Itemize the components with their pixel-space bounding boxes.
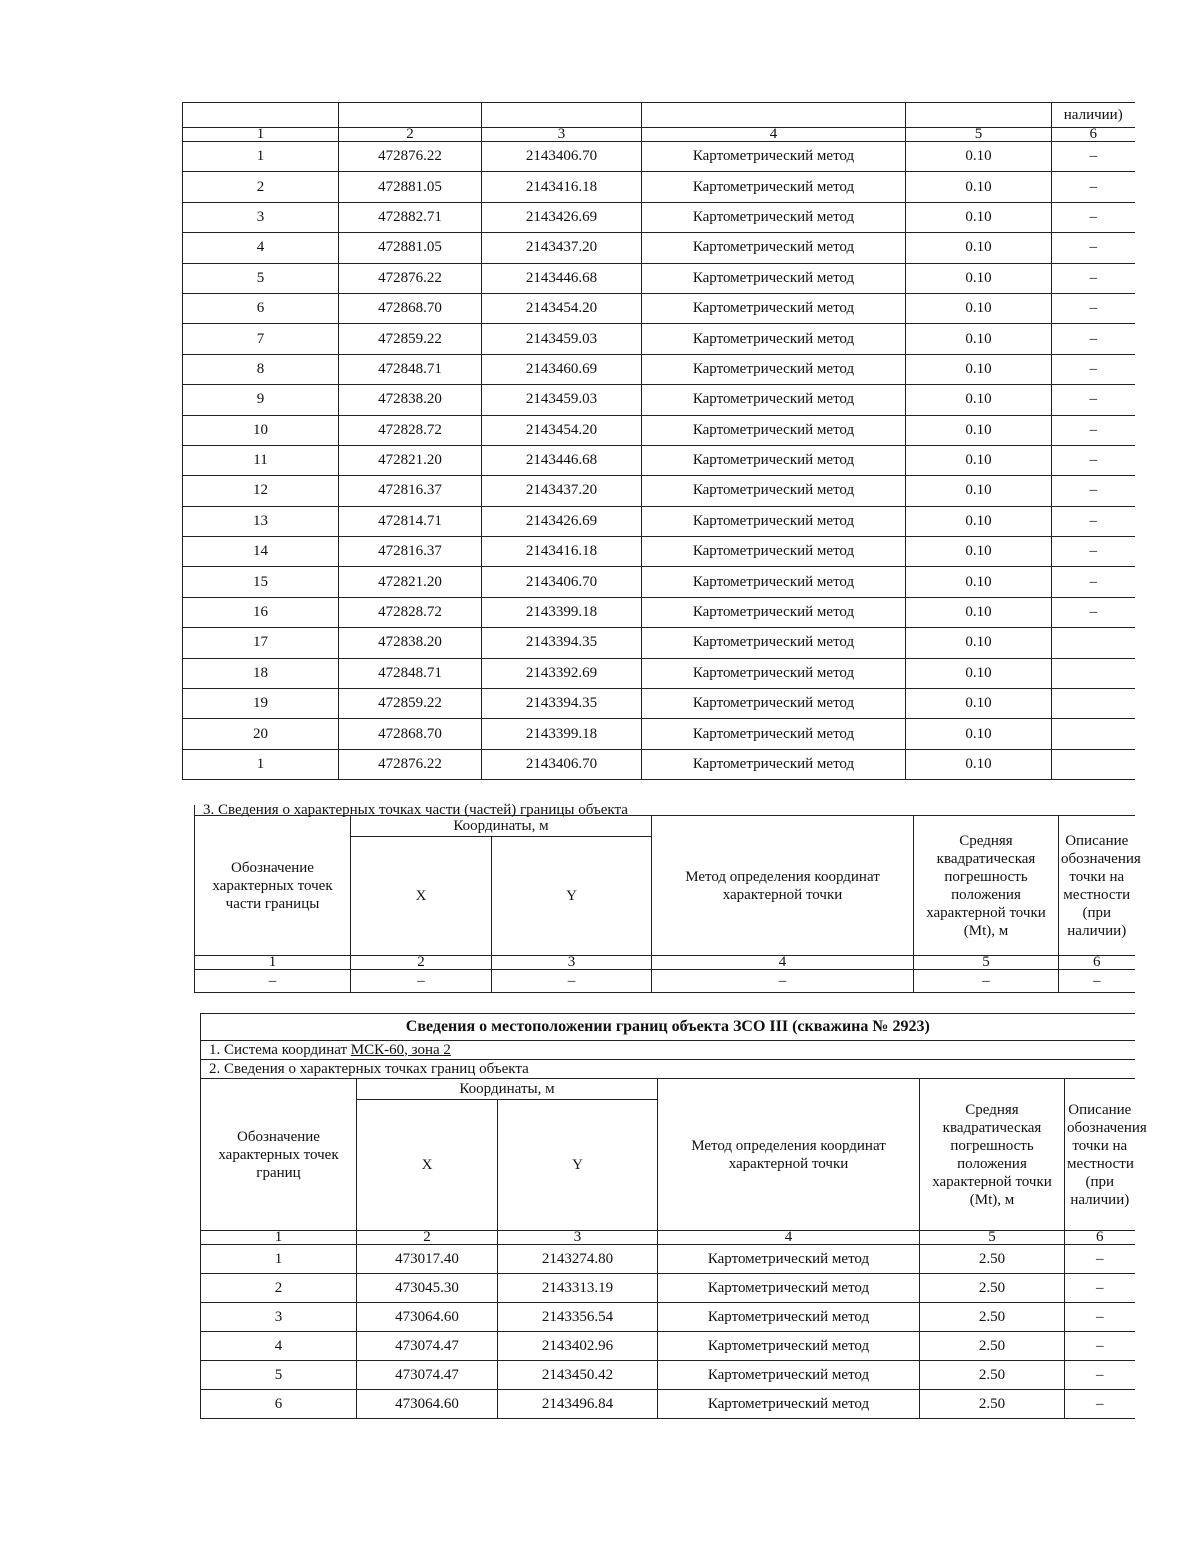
zso-heading: Сведения о местоположении границ объекта ЗСО III (скважина № 2923) [201,1014,1135,1041]
table-row [183,293,1135,323]
table-cell: 20 [183,719,339,749]
table-cell: – [1065,1332,1135,1361]
table-row [183,506,1135,536]
table-cell: 5 [183,263,339,293]
coord-system: 1. Система координат МСК-60, зона 2 [201,1041,1135,1060]
points-title: 2. Сведения о характерных точках границ объекта [201,1060,1135,1079]
table-cell: 4 [201,1332,357,1361]
header-fragment: наличии) [1052,103,1135,128]
table-cell: 2143446.68 [482,263,642,293]
table-row [201,1361,1135,1390]
table-cell [1052,719,1135,749]
table-cell: Картометрический метод [642,142,906,172]
table-cell: 472859.22 [339,324,482,354]
table-row [183,415,1135,445]
column-number: 4 [642,128,906,142]
column-number: 2 [339,128,482,142]
table-cell: Картометрический метод [642,415,906,445]
error-header: Средняя квадратическая погрешность положения характерной точки (Mt), м [920,1079,1065,1231]
table-cell: 2 [201,1274,357,1303]
table-cell: 472828.72 [339,415,482,445]
table-cell: Картометрический метод [642,628,906,658]
coords-header-row [201,1079,1135,1100]
table-cell: – [1065,1245,1135,1274]
x-header: X [351,837,492,956]
table-cell: Картометрический метод [642,233,906,263]
table-cell [1052,658,1135,688]
method-header: Метод определения координат характерной точки [658,1079,920,1231]
table-row [183,719,1135,749]
table-cell: Картометрический метод [642,445,906,475]
boundary-points-body [183,142,1135,780]
table-cell: 9 [183,385,339,415]
column-number: 5 [914,956,1059,970]
table-cell: – [1052,202,1135,232]
table-cell: 2143274.80 [498,1245,658,1274]
boundary-points-table [182,102,1135,780]
coords-header: Координаты, м [357,1079,658,1100]
table-cell: 5 [201,1361,357,1390]
table-row [201,1245,1135,1274]
table-cell: 3 [201,1303,357,1332]
table-cell: Картометрический метод [642,506,906,536]
column-number: 5 [920,1231,1065,1245]
table-cell: – [1052,445,1135,475]
table-row [183,233,1135,263]
table-cell: 2143416.18 [482,172,642,202]
designation-header: Обозначение характерных точек части границы [195,816,351,956]
table-row [201,1332,1135,1361]
table-cell: 0.10 [906,233,1052,263]
table-row [183,142,1135,172]
table-cell: 472876.22 [339,142,482,172]
table-cell: 16 [183,597,339,627]
table-cell: 2143454.20 [482,293,642,323]
table-cell: 473017.40 [357,1245,498,1274]
table-cell: 2143460.69 [482,354,642,384]
table-cell: 2143496.84 [498,1390,658,1419]
table-cell: Картометрический метод [642,354,906,384]
table-cell: 2.50 [920,1303,1065,1332]
table-cell: – [1059,970,1135,993]
table-cell: 2143402.96 [498,1332,658,1361]
table-row [183,324,1135,354]
column-number-row [201,1231,1135,1245]
table-cell: 473074.47 [357,1361,498,1390]
table-cell: 0.10 [906,202,1052,232]
section-title-row [195,805,1135,816]
table-cell: 1 [183,142,339,172]
table-cell: 2143313.19 [498,1274,658,1303]
table-cell: – [652,970,914,993]
column-number: 2 [357,1231,498,1245]
table-row [183,628,1135,658]
table-cell: 17 [183,628,339,658]
table-cell: 472876.22 [339,749,482,779]
table-cell: 472816.37 [339,537,482,567]
table-cell: Картометрический метод [658,1390,920,1419]
table-cell: – [1052,354,1135,384]
table-cell: 0.10 [906,415,1052,445]
table-cell: Картометрический метод [642,263,906,293]
table-row [183,202,1135,232]
table-cell: 472876.22 [339,263,482,293]
table-cell: 2143406.70 [482,567,642,597]
table-cell: Картометрический метод [642,719,906,749]
table-cell: 472838.20 [339,628,482,658]
table-cell: 0.10 [906,597,1052,627]
table-cell: Картометрический метод [642,749,906,779]
table-cell: 2.50 [920,1274,1065,1303]
table-row [201,1303,1135,1332]
table-cell: 2143406.70 [482,749,642,779]
table-cell [1052,689,1135,719]
header-fragment-row [183,103,1135,128]
column-number: 3 [482,128,642,142]
table-cell: 0.10 [906,658,1052,688]
table-cell: – [492,970,652,993]
table-cell: 472859.22 [339,689,482,719]
table-cell: Картометрический метод [642,293,906,323]
method-header: Метод определения координат характерной точки [652,816,914,956]
table-cell: 472882.71 [339,202,482,232]
table-cell: Картометрический метод [658,1361,920,1390]
table-cell: 472814.71 [339,506,482,536]
table-cell [1052,628,1135,658]
table-cell: 2143406.70 [482,142,642,172]
table-cell: – [195,970,351,993]
table-row [183,567,1135,597]
table-cell: – [1052,233,1135,263]
table-cell: 7 [183,324,339,354]
zso-heading-row [201,1014,1135,1041]
table-cell: 0.10 [906,537,1052,567]
table-cell: – [1052,415,1135,445]
column-number: 2 [351,956,492,970]
table-cell: 472881.05 [339,233,482,263]
column-number-row [183,128,1135,142]
table-row [183,689,1135,719]
table-cell: 3 [183,202,339,232]
table-cell: 472821.20 [339,445,482,475]
table-cell: Картометрический метод [642,597,906,627]
table-cell: 2143399.18 [482,597,642,627]
table-cell: 2143392.69 [482,658,642,688]
table-row [183,263,1135,293]
x-header: X [357,1100,498,1231]
table-cell: 4 [183,233,339,263]
table-cell: – [1052,172,1135,202]
table-cell: 472838.20 [339,385,482,415]
designation-header: Обозначение характерных точек границ [201,1079,357,1231]
table-cell: 2.50 [920,1332,1065,1361]
table-cell: Картометрический метод [642,202,906,232]
table-cell: 2143399.18 [482,719,642,749]
table-cell: 2143394.35 [482,628,642,658]
table-cell: – [351,970,492,993]
table-cell: 473074.47 [357,1332,498,1361]
table-cell: Картометрический метод [642,172,906,202]
table-cell: – [1052,506,1135,536]
section-title: 3. Сведения о характерных точках части (частей) границы объекта [195,805,1135,816]
table-row [183,385,1135,415]
table-cell: Картометрический метод [658,1245,920,1274]
table-cell: 0.10 [906,506,1052,536]
table-cell: Картометрический метод [642,385,906,415]
part-boundary-table [194,802,1141,993]
table-cell: 2143416.18 [482,537,642,567]
table-row [183,172,1135,202]
table-cell: 15 [183,567,339,597]
table-cell: 472868.70 [339,293,482,323]
table-cell: 0.10 [906,476,1052,506]
table-cell: Картометрический метод [642,658,906,688]
table-cell: – [1065,1390,1135,1419]
table-cell: 19 [183,689,339,719]
table-cell: – [1052,385,1135,415]
table-cell: 0.10 [906,263,1052,293]
table-cell: 1 [183,749,339,779]
table-cell: 0.10 [906,445,1052,475]
table-cell: 10 [183,415,339,445]
table-cell: 472881.05 [339,172,482,202]
table-cell: Картометрический метод [658,1274,920,1303]
table-cell: 1 [201,1245,357,1274]
table-cell: 0.10 [906,354,1052,384]
column-number: 6 [1059,956,1135,970]
table-cell: Картометрический метод [642,324,906,354]
table-cell: 2143437.20 [482,233,642,263]
table-cell: – [1052,476,1135,506]
table-cell: 0.10 [906,293,1052,323]
table-cell: 6 [183,293,339,323]
table-cell: 472868.70 [339,719,482,749]
table-cell: 2143459.03 [482,385,642,415]
table-cell: 473045.30 [357,1274,498,1303]
table-cell: – [1065,1303,1135,1332]
column-number: 6 [1065,1231,1135,1245]
y-header: Y [492,837,652,956]
table-cell: 13 [183,506,339,536]
table-cell: 14 [183,537,339,567]
table-cell: 472816.37 [339,476,482,506]
table-cell: 2143459.03 [482,324,642,354]
table-cell: Картометрический метод [642,567,906,597]
table-cell: 2143446.68 [482,445,642,475]
table-cell: 0.10 [906,628,1052,658]
column-number: 3 [492,956,652,970]
table-cell: – [1065,1361,1135,1390]
column-number: 4 [658,1231,920,1245]
error-header: Средняя квадратическая погрешность положения характерной точки (Mt), м [914,816,1059,956]
table-cell: 2143454.20 [482,415,642,445]
table-cell: 8 [183,354,339,384]
table-row [183,476,1135,506]
column-number: 1 [183,128,339,142]
column-number: 1 [201,1231,357,1245]
table-cell: 18 [183,658,339,688]
column-number: 4 [652,956,914,970]
table-cell: 2143426.69 [482,506,642,536]
y-header: Y [498,1100,658,1231]
description-header: Описание обозначения точки на местности (при наличии) [1059,816,1135,956]
table-cell: 2 [183,172,339,202]
table-cell: Картометрический метод [642,689,906,719]
table-row [183,354,1135,384]
table-cell: 0.10 [906,689,1052,719]
table-cell: – [1052,567,1135,597]
table-cell: 2143450.42 [498,1361,658,1390]
coord-system-row [201,1041,1135,1060]
table-cell: 2.50 [920,1245,1065,1274]
column-number: 6 [1052,128,1135,142]
table-cell: – [1052,293,1135,323]
table-cell: Картометрический метод [642,537,906,567]
table-cell: 473064.60 [357,1303,498,1332]
table-cell: 0.10 [906,142,1052,172]
table-cell: 2143426.69 [482,202,642,232]
table-cell: 472828.72 [339,597,482,627]
table-cell: 2143437.20 [482,476,642,506]
coords-header-row [195,816,1135,837]
empty-row [195,970,1135,993]
table-row [183,445,1135,475]
table-cell: 11 [183,445,339,475]
table-row [183,749,1135,779]
table-row [183,658,1135,688]
zso-points-body [201,1245,1135,1419]
column-number-row [195,956,1135,970]
table-cell: 6 [201,1390,357,1419]
column-number: 1 [195,956,351,970]
column-number: 3 [498,1231,658,1245]
table-cell: – [914,970,1059,993]
table-cell [1052,749,1135,779]
table-cell: 2.50 [920,1361,1065,1390]
table-cell: 0.10 [906,385,1052,415]
table-cell: 2143356.54 [498,1303,658,1332]
table-cell: – [1065,1274,1135,1303]
table-cell: – [1052,597,1135,627]
coords-header: Координаты, м [351,816,652,837]
table-cell: 472848.71 [339,658,482,688]
table-cell: 2.50 [920,1390,1065,1419]
table-row [201,1274,1135,1303]
table-row [183,537,1135,567]
table-cell: 0.10 [906,324,1052,354]
zso-boundary-table [200,1013,1147,1419]
points-title-row [201,1060,1135,1079]
table-cell: Картометрический метод [642,476,906,506]
table-cell: 0.10 [906,719,1052,749]
coord-system-value: МСК-60, зона 2 [350,1041,451,1058]
table-cell: – [1052,142,1135,172]
table-row [201,1390,1135,1419]
table-cell: – [1052,263,1135,293]
table-row [183,597,1135,627]
column-number: 5 [906,128,1052,142]
table-cell: 472821.20 [339,567,482,597]
table-cell: 0.10 [906,172,1052,202]
table-cell: – [1052,324,1135,354]
table-cell: 2143394.35 [482,689,642,719]
table-cell: 0.10 [906,749,1052,779]
table-cell: Картометрический метод [658,1332,920,1361]
description-header: Описание обозначения точки на местности (при наличии) [1065,1079,1135,1231]
table-cell: – [1052,537,1135,567]
table-cell: 473064.60 [357,1390,498,1419]
table-cell: Картометрический метод [658,1303,920,1332]
table-cell: 0.10 [906,567,1052,597]
table-cell: 12 [183,476,339,506]
table-cell: 472848.71 [339,354,482,384]
